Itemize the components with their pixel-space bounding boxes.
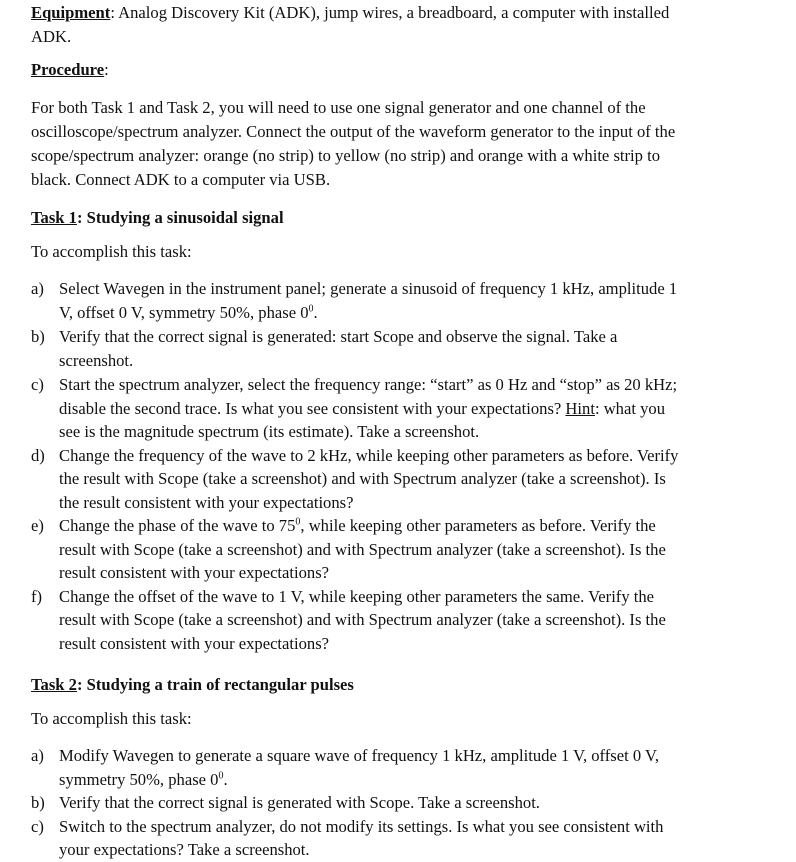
equipment-text: : Analog Discovery Kit (ADK), jump wires, a breadboard, a computer with installed (110, 3, 670, 22)
list-item (31, 744, 771, 791)
procedure-colon: : (104, 60, 109, 79)
item-line: screenshot. (59, 350, 134, 370)
item-line: Verify that the correct signal is generated with Scope. Take a screenshot. (59, 793, 540, 812)
item-line: disable the second trace. Is what you see consistent with your expectations? Hint: what you (59, 398, 665, 418)
item-line: symmetry 50%, phase $0^0$. (59, 769, 228, 789)
list-item (31, 815, 771, 862)
item-marker: d) (31, 445, 45, 465)
equipment-line (31, 1, 771, 25)
hint-label: Hint (565, 398, 595, 418)
item-line: Verify that the correct signal is generated: start Scope and observe the signal. Take a (59, 327, 618, 346)
list-item (31, 373, 771, 444)
item-line: Change the phase of the wave to $75^0$, while keeping other parameters as before. Verify the (59, 516, 656, 535)
task1-heading (31, 206, 771, 230)
task2-title: : Studying a train of rectangular pulses (76, 675, 354, 694)
task1-lead-text: To accomplish this task: (31, 242, 192, 261)
item-line: result with Scope (take a screenshot) and with Spectrum analyzer (take a screenshot). Is the (59, 539, 666, 559)
item-line: your expectations? Take a screenshot. (59, 840, 310, 859)
item-marker: a) (31, 279, 44, 298)
item-line: Select Wavegen in the instrument panel; generate a sinusoid of frequency 1 kHz, amplitude 1 (59, 279, 678, 298)
task1-title: : Studying a sinusoidal signal (76, 208, 284, 227)
procedure-heading (31, 58, 771, 82)
item-line: the result consistent with your expectations? (59, 492, 354, 512)
item-line: Switch to the spectrum analyzer, do not modify its settings. Is what you see consistent with (59, 816, 664, 836)
list-item (31, 325, 771, 372)
list-item (31, 585, 771, 656)
item-marker: e) (31, 516, 44, 535)
task2-list (31, 744, 771, 862)
equipment-line-2: ADK. (31, 27, 72, 46)
task1-label: Task 1 (31, 208, 77, 227)
item-marker: b) (31, 793, 45, 812)
item-marker: b) (31, 327, 45, 346)
intro-line: black. Connect ADK to a computer via USB. (31, 170, 331, 189)
item-line: Change the offset of the wave to 1 V, while keeping other parameters the same. Verify the (59, 586, 655, 606)
intro-line: oscilloscope/spectrum analyzer. Connect the output of the waveform generator to the input of the (31, 122, 676, 141)
list-item (31, 791, 771, 815)
list-item (31, 444, 771, 515)
item-line: result consistent with your expectations? (59, 633, 330, 653)
task2-label: Task 2 (31, 675, 77, 694)
equipment-label: Equipment (31, 3, 111, 22)
procedure-intro (31, 96, 771, 192)
item-line: the result with Scope (take a screenshot) and with Spectrum analyzer (take a screenshot). Is (59, 469, 666, 488)
list-item (31, 277, 771, 324)
item-line: see is the magnitude spectrum (its estimate). Take a screenshot. (59, 422, 480, 441)
intro-line: For both Task 1 and Task 2, you will need to use one signal generator and one channel of the (31, 98, 646, 117)
item-line: Modify Wavegen to generate a square wave of frequency 1 kHz, amplitude 1 V, offset 0 V, (59, 746, 660, 765)
equipment-section (31, 1, 771, 49)
task2-lead (31, 707, 771, 731)
item-line: result with Scope (take a screenshot) and with Spectrum analyzer (take a screenshot). Is the (59, 610, 666, 629)
item-line: Change the frequency of the wave to 2 kHz, while keeping other parameters as before. Verify (59, 445, 679, 465)
task2-heading (31, 673, 771, 697)
task1-lead (31, 240, 771, 264)
list-item (31, 514, 771, 585)
task2-lead-text: To accomplish this task: (31, 709, 192, 728)
task1-list (31, 277, 771, 655)
item-line: Start the spectrum analyzer, select the frequency range: “start” as 0 Hz and “stop” as 20 kHz; (59, 375, 678, 394)
item-marker: f) (31, 586, 43, 606)
item-marker: c) (31, 375, 44, 394)
item-marker: a) (31, 746, 44, 765)
item-line: V, offset 0 V, symmetry 50%, phase $0^0$. (59, 302, 318, 322)
intro-line: scope/spectrum analyzer: orange (no strip) to yellow (no strip) and orange with a white strip to (31, 146, 660, 165)
item-marker: c) (31, 816, 44, 836)
item-line: result consistent with your expectations? (59, 563, 330, 582)
procedure-label: Procedure (31, 60, 105, 79)
